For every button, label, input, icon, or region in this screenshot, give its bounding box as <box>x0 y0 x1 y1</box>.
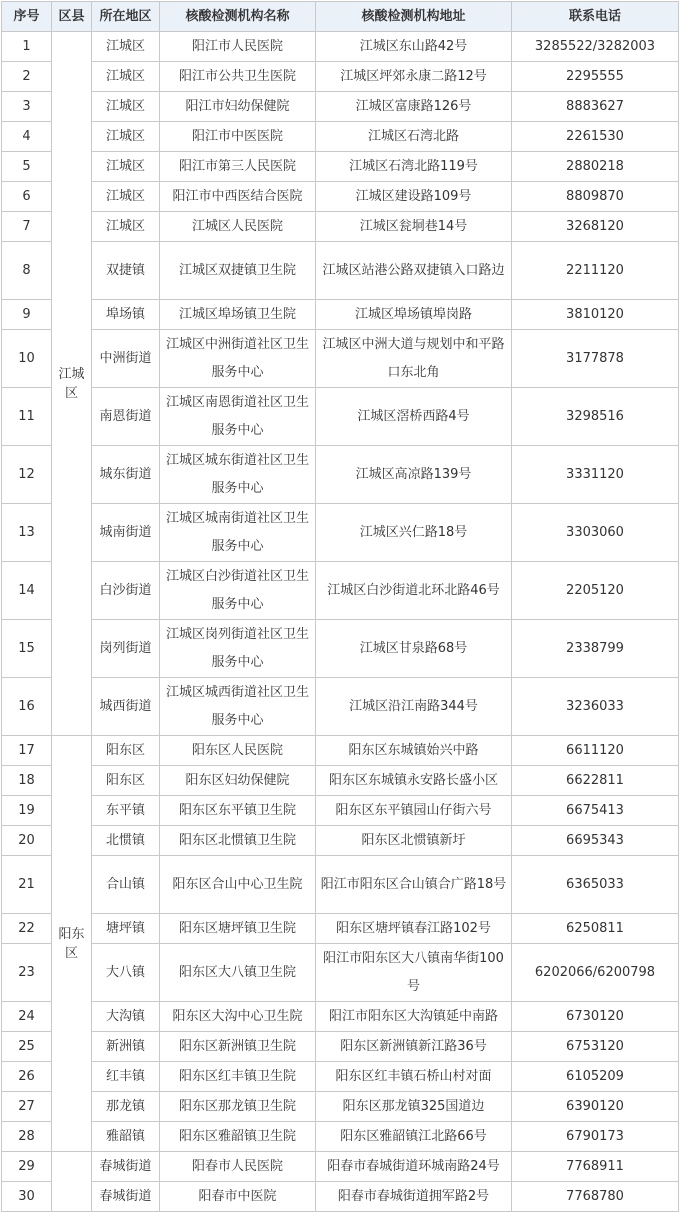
row-area: 阳东区 <box>92 736 160 766</box>
table-row <box>2 446 679 504</box>
row-area: 江城区 <box>92 182 160 212</box>
row-area: 合山镇 <box>92 856 160 914</box>
row-institution-name: 阳东区北惯镇卫生院 <box>160 826 316 856</box>
row-area: 东平镇 <box>92 796 160 826</box>
row-no: 17 <box>2 736 52 766</box>
row-phone: 3810120 <box>512 300 679 330</box>
table-row <box>2 504 679 562</box>
row-no: 11 <box>2 388 52 446</box>
row-phone: 2211120 <box>512 242 679 300</box>
row-area: 北惯镇 <box>92 826 160 856</box>
row-area: 江城区 <box>92 32 160 62</box>
row-phone: 8883627 <box>512 92 679 122</box>
row-phone: 6250811 <box>512 914 679 944</box>
row-institution-address: 阳东区红丰镇石桥山村对面 <box>316 1062 512 1092</box>
row-institution-address: 江城区瓮垌巷14号 <box>316 212 512 242</box>
row-institution-name: 阳江市第三人民医院 <box>160 152 316 182</box>
row-institution-name: 阳春市中医院 <box>160 1182 316 1212</box>
row-area: 埠场镇 <box>92 300 160 330</box>
row-phone: 6611120 <box>512 736 679 766</box>
row-no: 14 <box>2 562 52 620</box>
table-row <box>2 1182 679 1212</box>
table-row <box>2 300 679 330</box>
row-institution-name: 江城区人民医院 <box>160 212 316 242</box>
row-institution-name: 阳东区雅韶镇卫生院 <box>160 1122 316 1152</box>
row-phone: 6365033 <box>512 856 679 914</box>
row-area: 城西街道 <box>92 678 160 736</box>
row-institution-name: 江城区南恩街道社区卫生服务中心 <box>160 388 316 446</box>
row-no: 20 <box>2 826 52 856</box>
row-institution-address: 阳东区北惯镇新圩 <box>316 826 512 856</box>
row-institution-address: 阳春市春城街道拥军路2号 <box>316 1182 512 1212</box>
row-no: 23 <box>2 944 52 1002</box>
row-institution-address: 阳江市阳东区大沟镇延中南路 <box>316 1002 512 1032</box>
row-institution-name: 江城区城南街道社区卫生服务中心 <box>160 504 316 562</box>
header-institution-name: 核酸检测机构名称 <box>160 2 316 32</box>
row-institution-name: 阳江市人民医院 <box>160 32 316 62</box>
row-no: 1 <box>2 32 52 62</box>
row-phone: 3298516 <box>512 388 679 446</box>
district-cell <box>52 1152 92 1212</box>
row-institution-address: 阳江市阳东区大八镇南华街100号 <box>316 944 512 1002</box>
row-area: 江城区 <box>92 92 160 122</box>
table-row <box>2 1122 679 1152</box>
row-institution-address: 江城区滘桥西路4号 <box>316 388 512 446</box>
row-institution-name: 阳东区新洲镇卫生院 <box>160 1032 316 1062</box>
row-institution-address: 阳东区新洲镇新江路36号 <box>316 1032 512 1062</box>
district-cell: 阳东区 <box>52 736 92 1152</box>
row-institution-name: 阳东区大八镇卫生院 <box>160 944 316 1002</box>
row-no: 24 <box>2 1002 52 1032</box>
row-institution-name: 阳东区那龙镇卫生院 <box>160 1092 316 1122</box>
row-phone: 2205120 <box>512 562 679 620</box>
row-area: 中洲街道 <box>92 330 160 388</box>
row-institution-address: 江城区富康路126号 <box>316 92 512 122</box>
row-phone: 6675413 <box>512 796 679 826</box>
row-no: 19 <box>2 796 52 826</box>
row-no: 30 <box>2 1182 52 1212</box>
row-institution-address: 江城区东山路42号 <box>316 32 512 62</box>
row-institution-address: 阳东区东城镇永安路长盛小区 <box>316 766 512 796</box>
row-area: 城南街道 <box>92 504 160 562</box>
row-no: 22 <box>2 914 52 944</box>
table-row <box>2 152 679 182</box>
row-area: 江城区 <box>92 122 160 152</box>
row-institution-address: 江城区高凉路139号 <box>316 446 512 504</box>
table-row <box>2 856 679 914</box>
row-area: 江城区 <box>92 62 160 92</box>
row-no: 29 <box>2 1152 52 1182</box>
row-institution-address: 阳东区塘坪镇春江路102号 <box>316 914 512 944</box>
row-institution-name: 阳东区合山中心卫生院 <box>160 856 316 914</box>
row-institution-address: 江城区石湾北路 <box>316 122 512 152</box>
row-institution-name: 江城区城西街道社区卫生服务中心 <box>160 678 316 736</box>
row-institution-name: 阳东区红丰镇卫生院 <box>160 1062 316 1092</box>
row-area: 白沙街道 <box>92 562 160 620</box>
row-institution-address: 江城区建设路109号 <box>316 182 512 212</box>
row-phone: 6390120 <box>512 1092 679 1122</box>
row-no: 28 <box>2 1122 52 1152</box>
row-phone: 6790173 <box>512 1122 679 1152</box>
row-no: 21 <box>2 856 52 914</box>
row-institution-name: 江城区城东街道社区卫生服务中心 <box>160 446 316 504</box>
row-area: 岗列街道 <box>92 620 160 678</box>
row-area: 江城区 <box>92 212 160 242</box>
table-row <box>2 796 679 826</box>
row-phone: 6622811 <box>512 766 679 796</box>
row-institution-name: 江城区双捷镇卫生院 <box>160 242 316 300</box>
table-row <box>2 122 679 152</box>
row-phone: 8809870 <box>512 182 679 212</box>
row-phone: 2295555 <box>512 62 679 92</box>
row-phone: 6730120 <box>512 1002 679 1032</box>
row-institution-name: 阳东区东平镇卫生院 <box>160 796 316 826</box>
row-institution-address: 江城区甘泉路68号 <box>316 620 512 678</box>
table-row <box>2 914 679 944</box>
row-institution-address: 江城区沿江南路344号 <box>316 678 512 736</box>
row-area: 大沟镇 <box>92 1002 160 1032</box>
row-no: 12 <box>2 446 52 504</box>
table-row <box>2 1092 679 1122</box>
row-institution-address: 江城区中洲大道与规划中和平路口东北角 <box>316 330 512 388</box>
row-area: 那龙镇 <box>92 1092 160 1122</box>
row-area: 大八镇 <box>92 944 160 1002</box>
table-header-row <box>2 2 679 32</box>
table-row <box>2 212 679 242</box>
table-row <box>2 92 679 122</box>
row-no: 7 <box>2 212 52 242</box>
table-row <box>2 182 679 212</box>
table-row <box>2 1062 679 1092</box>
row-phone: 2338799 <box>512 620 679 678</box>
row-no: 16 <box>2 678 52 736</box>
row-institution-address: 阳东区东平镇园山仔街六号 <box>316 796 512 826</box>
row-institution-name: 阳江市妇幼保健院 <box>160 92 316 122</box>
row-area: 红丰镇 <box>92 1062 160 1092</box>
row-institution-address: 阳东区东城镇始兴中路 <box>316 736 512 766</box>
row-no: 15 <box>2 620 52 678</box>
row-no: 2 <box>2 62 52 92</box>
table-body <box>2 32 679 1212</box>
row-institution-name: 阳东区塘坪镇卫生院 <box>160 914 316 944</box>
row-institution-address: 江城区石湾北路119号 <box>316 152 512 182</box>
row-phone: 6695343 <box>512 826 679 856</box>
row-no: 13 <box>2 504 52 562</box>
row-phone: 7768780 <box>512 1182 679 1212</box>
row-institution-address: 江城区兴仁路18号 <box>316 504 512 562</box>
row-no: 25 <box>2 1032 52 1062</box>
table-row <box>2 678 679 736</box>
row-area: 双捷镇 <box>92 242 160 300</box>
row-institution-address: 江城区埠场镇埠岗路 <box>316 300 512 330</box>
row-no: 27 <box>2 1092 52 1122</box>
row-institution-address: 阳春市春城街道环城南路24号 <box>316 1152 512 1182</box>
header-area: 所在地区 <box>92 2 160 32</box>
table-row <box>2 242 679 300</box>
row-institution-name: 阳江市中医医院 <box>160 122 316 152</box>
row-no: 9 <box>2 300 52 330</box>
table-row <box>2 388 679 446</box>
row-institution-address: 阳江市阳东区合山镇合广路18号 <box>316 856 512 914</box>
table-row <box>2 766 679 796</box>
row-phone: 3331120 <box>512 446 679 504</box>
row-phone: 3177878 <box>512 330 679 388</box>
row-institution-address: 江城区坪郊永康二路12号 <box>316 62 512 92</box>
row-area: 雅韶镇 <box>92 1122 160 1152</box>
table-row <box>2 1152 679 1182</box>
row-phone: 2880218 <box>512 152 679 182</box>
row-no: 8 <box>2 242 52 300</box>
row-phone: 3285522/3282003 <box>512 32 679 62</box>
table-row <box>2 736 679 766</box>
row-institution-name: 阳春市人民医院 <box>160 1152 316 1182</box>
header-institution-address: 核酸检测机构地址 <box>316 2 512 32</box>
row-area: 阳东区 <box>92 766 160 796</box>
row-phone: 6753120 <box>512 1032 679 1062</box>
row-area: 塘坪镇 <box>92 914 160 944</box>
row-institution-name: 阳东区人民医院 <box>160 736 316 766</box>
row-institution-name: 江城区埠场镇卫生院 <box>160 300 316 330</box>
row-no: 10 <box>2 330 52 388</box>
header-district: 区县 <box>52 2 92 32</box>
row-no: 5 <box>2 152 52 182</box>
testing-sites-table <box>1 1 679 1212</box>
table-row <box>2 620 679 678</box>
row-phone: 3236033 <box>512 678 679 736</box>
row-area: 江城区 <box>92 152 160 182</box>
row-institution-name: 阳江市公共卫生医院 <box>160 62 316 92</box>
row-institution-address: 阳东区那龙镇325国道边 <box>316 1092 512 1122</box>
row-institution-name: 阳东区妇幼保健院 <box>160 766 316 796</box>
row-institution-name: 阳江市中西医结合医院 <box>160 182 316 212</box>
table-row <box>2 944 679 1002</box>
row-area: 春城街道 <box>92 1182 160 1212</box>
row-phone: 6105209 <box>512 1062 679 1092</box>
row-area: 城东街道 <box>92 446 160 504</box>
table-row <box>2 1032 679 1062</box>
table-row <box>2 562 679 620</box>
header-phone: 联系电话 <box>512 2 679 32</box>
row-area: 南恩街道 <box>92 388 160 446</box>
row-institution-name: 江城区岗列街道社区卫生服务中心 <box>160 620 316 678</box>
row-no: 6 <box>2 182 52 212</box>
row-institution-name: 江城区白沙街道社区卫生服务中心 <box>160 562 316 620</box>
header-no: 序号 <box>2 2 52 32</box>
table-row <box>2 330 679 388</box>
table-row <box>2 1002 679 1032</box>
row-area: 春城街道 <box>92 1152 160 1182</box>
table-row <box>2 826 679 856</box>
row-institution-address: 江城区白沙街道北环北路46号 <box>316 562 512 620</box>
row-no: 18 <box>2 766 52 796</box>
row-no: 3 <box>2 92 52 122</box>
row-institution-address: 阳东区雅韶镇江北路66号 <box>316 1122 512 1152</box>
row-phone: 2261530 <box>512 122 679 152</box>
table-row <box>2 32 679 62</box>
row-phone: 3268120 <box>512 212 679 242</box>
row-no: 4 <box>2 122 52 152</box>
row-phone: 3303060 <box>512 504 679 562</box>
row-institution-address: 江城区站港公路双捷镇入口路边 <box>316 242 512 300</box>
district-cell: 江城区 <box>52 32 92 736</box>
row-phone: 6202066/6200798 <box>512 944 679 1002</box>
table-row <box>2 62 679 92</box>
row-institution-name: 江城区中洲街道社区卫生服务中心 <box>160 330 316 388</box>
row-no: 26 <box>2 1062 52 1092</box>
row-institution-name: 阳东区大沟中心卫生院 <box>160 1002 316 1032</box>
row-phone: 7768911 <box>512 1152 679 1182</box>
row-area: 新洲镇 <box>92 1032 160 1062</box>
